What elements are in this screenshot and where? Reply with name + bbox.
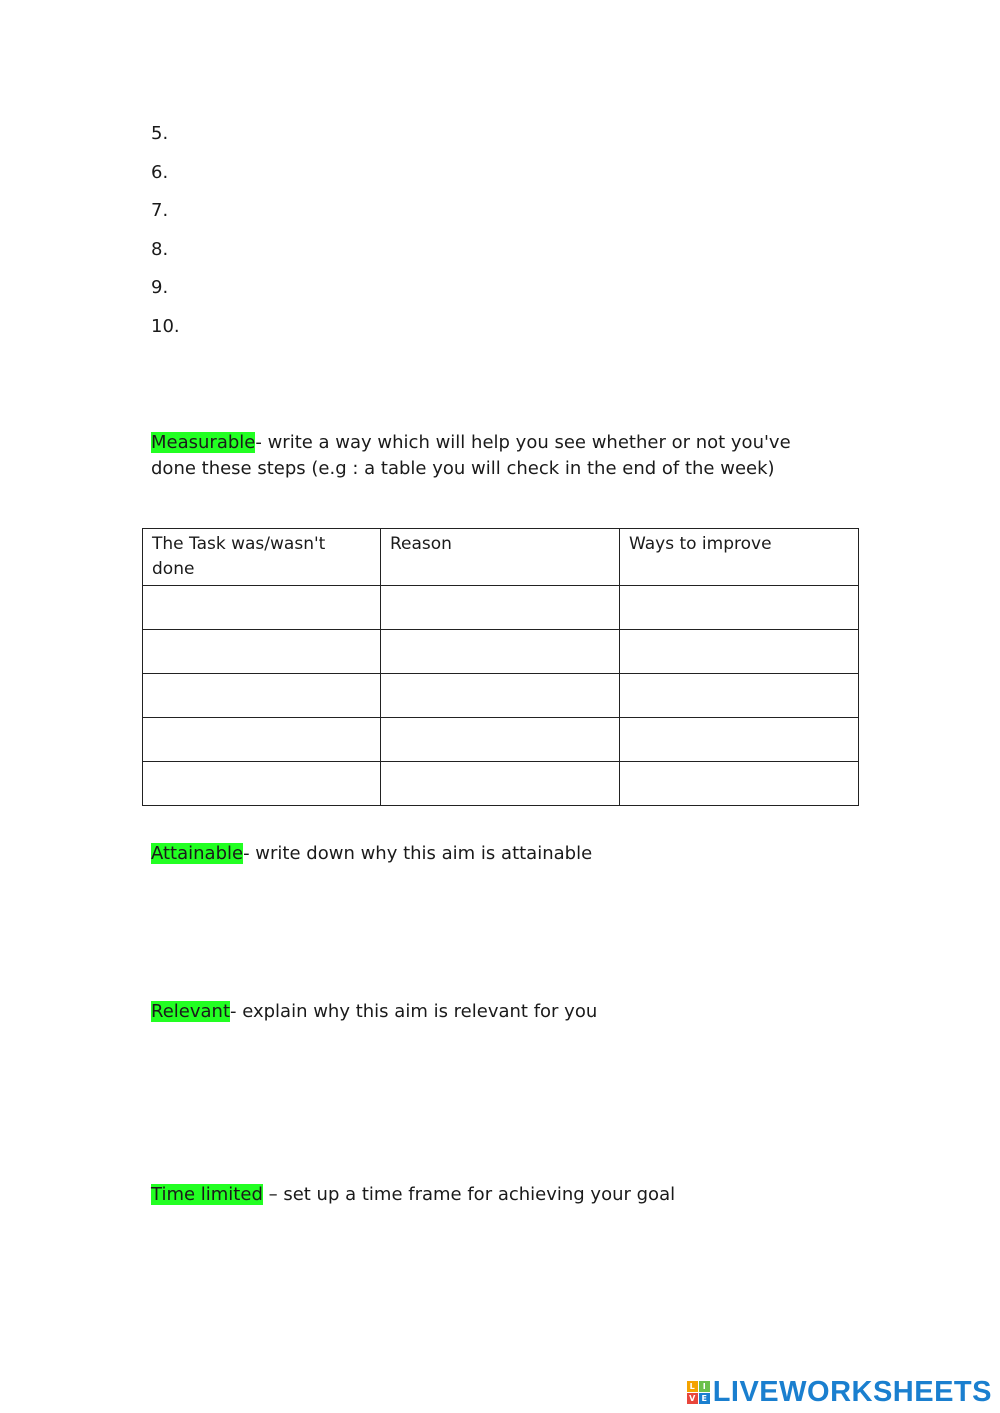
logo-mark-letter: L	[687, 1381, 698, 1392]
numbered-line-5: 5.	[151, 123, 169, 144]
table-cell[interactable]	[620, 674, 859, 718]
table-cell[interactable]	[381, 630, 620, 674]
numbered-line-10: 10.	[151, 316, 180, 337]
table-row	[143, 586, 859, 630]
logo-mark-letter: V	[687, 1393, 698, 1404]
measurable-section	[151, 430, 831, 482]
relevant-instruction: - explain why this aim is relevant for you	[230, 1001, 598, 1022]
attainable-section	[151, 841, 831, 867]
table-header-row	[143, 529, 859, 586]
table-cell[interactable]	[381, 586, 620, 630]
table-row	[143, 718, 859, 762]
numbered-line-6: 6.	[151, 162, 169, 183]
liveworksheets-logo[interactable]	[687, 1377, 992, 1407]
liveworksheets-wordmark: LIVEWORKSHEETS	[712, 1375, 992, 1408]
measurable-keyword: Measurable	[151, 432, 256, 453]
table-cell[interactable]	[381, 718, 620, 762]
table-cell[interactable]	[620, 630, 859, 674]
table-cell[interactable]	[381, 762, 620, 806]
time-limited-instruction: – set up a time frame for achieving your goal	[262, 1184, 676, 1205]
table-row	[143, 630, 859, 674]
numbered-line-7: 7.	[151, 200, 169, 221]
numbered-line-9: 9.	[151, 277, 169, 298]
table-cell[interactable]	[143, 586, 381, 630]
table-cell[interactable]	[620, 718, 859, 762]
table-cell[interactable]	[143, 718, 381, 762]
table-cell[interactable]	[620, 586, 859, 630]
table-cell[interactable]	[143, 674, 381, 718]
numbered-line-8: 8.	[151, 239, 169, 260]
table-row	[143, 762, 859, 806]
header-reason: Reason	[381, 529, 620, 586]
table-cell[interactable]	[143, 630, 381, 674]
logo-mark-letter: I	[699, 1381, 710, 1392]
measurable-instruction: - write a way which will help you see whether or not you've done these steps (e.g : a table you will check in the end of the week)	[151, 432, 791, 479]
header-ways-to-improve: Ways to improve	[620, 529, 859, 586]
time-limited-keyword: Time limited	[151, 1184, 263, 1205]
measurable-table	[142, 528, 859, 806]
table-cell[interactable]	[143, 762, 381, 806]
relevant-section	[151, 999, 831, 1025]
header-task-done: The Task was/wasn't done	[143, 529, 381, 586]
time-limited-section	[151, 1182, 831, 1208]
table-cell[interactable]	[381, 674, 620, 718]
attainable-keyword: Attainable	[151, 843, 244, 864]
table-row	[143, 674, 859, 718]
attainable-instruction: - write down why this aim is attainable	[243, 843, 593, 864]
relevant-keyword: Relevant	[151, 1001, 230, 1022]
liveworksheets-mark-icon	[687, 1381, 710, 1404]
table-cell[interactable]	[620, 762, 859, 806]
logo-mark-letter: E	[699, 1393, 710, 1404]
